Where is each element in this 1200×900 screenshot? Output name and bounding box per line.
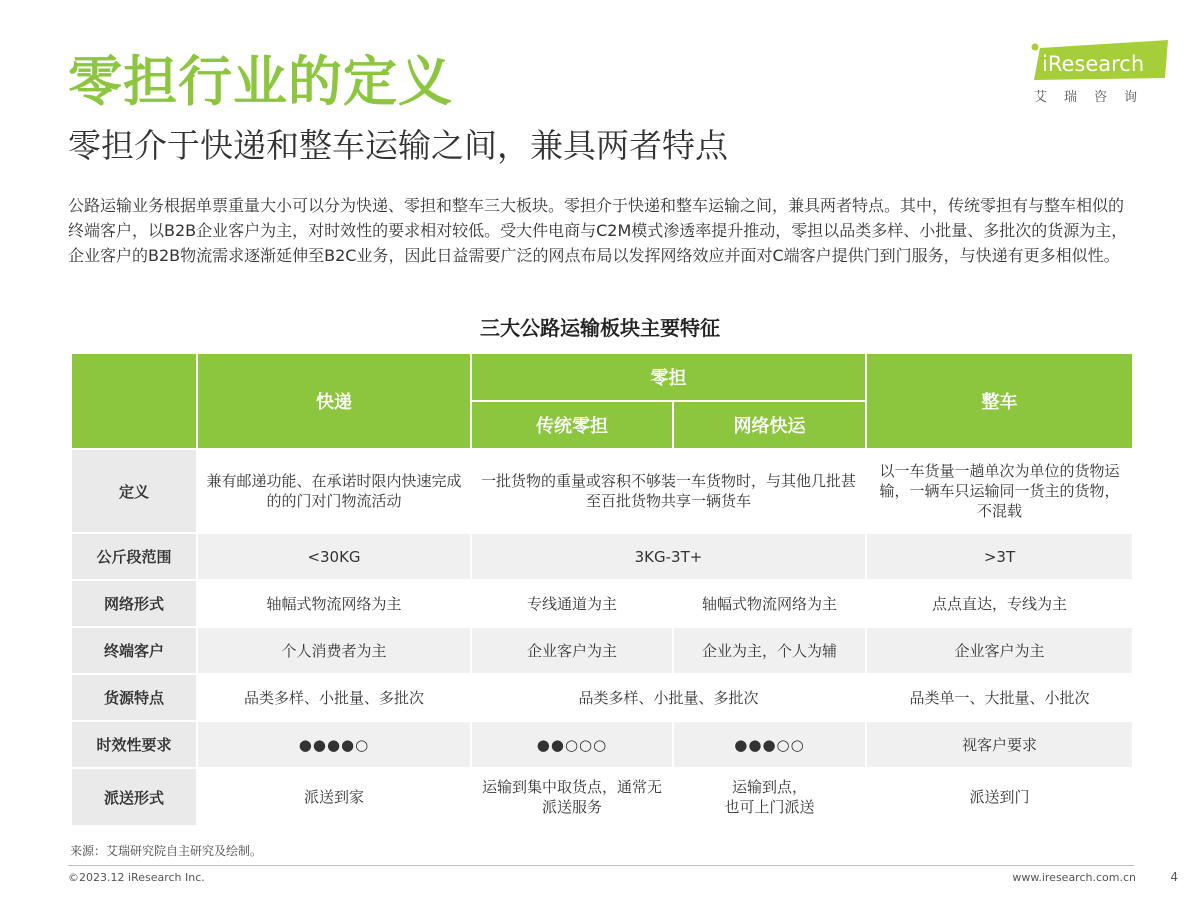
header-corner-cell <box>71 353 197 449</box>
header-ltl-traditional: 传统零担 <box>471 401 673 449</box>
cell-ftl-definition: 以一车货量一趟单次为单位的货物运输，一辆车只运输同一货主的货物，不混载 <box>866 449 1133 533</box>
page-subtitle: 零担介于快递和整车运输之间，兼具两者特点 <box>68 126 728 165</box>
logo-brand-text: iResearch <box>1042 52 1145 76</box>
source-note: 来源：艾瑞研究院自主研究及绘制。 <box>70 844 263 858</box>
row-weight-range <box>71 533 1133 580</box>
cell-network-ltl-customer: 企业为主，个人为辅 <box>673 627 866 674</box>
row-label: 货源特点 <box>71 674 197 721</box>
row-label: 终端客户 <box>71 627 197 674</box>
row-label: 公斤段范围 <box>71 533 197 580</box>
row-cargo-features <box>71 674 1133 721</box>
row-delivery-form <box>71 768 1133 826</box>
cell-ltl-cargo: 品类多样、小批量、多批次 <box>471 674 866 721</box>
cell-express-timeliness-rating: ●●●●○ <box>197 721 471 768</box>
footer-divider <box>68 865 1134 866</box>
intro-paragraph: 公路运输业务根据单票重量大小可以分为快递、零担和整车三大板块。零担介于快递和整车运输之间，兼具两者特点。其中，传统零担有与整车相似的终端客户，以B2B企业客户为主，对时效性的要求相对较低。受大件电商与C2M模式渗透率提升推动，零担以品类多样、小批量、多批次的货源为主，企业客户的B2B物流需求逐渐延伸至B2C业务，因此日益需要广泛的网点布局以发挥网络效应并面对C端客户提供门到门服务，与快递有更多相似性。 <box>68 196 1128 265</box>
cell-ltl-definition: 一批货物的重量或容积不够装一车货物时，与其他几批甚至百批货物共享一辆货车 <box>471 449 866 533</box>
cell-network-ltl-timeliness-rating: ●●●○○ <box>673 721 866 768</box>
iresearch-logo-mark <box>1028 38 1173 84</box>
page-title: 零担行业的定义 <box>68 50 453 113</box>
header-ltl-network: 网络快运 <box>673 401 866 449</box>
cell-traditional-delivery: 运输到集中取货点，通常无派送服务 <box>471 768 673 826</box>
table-title: 三大公路运输板块主要特征 <box>480 316 720 340</box>
row-end-customer <box>71 627 1133 674</box>
cell-traditional-timeliness-rating: ●●○○○ <box>471 721 673 768</box>
row-label: 时效性要求 <box>71 721 197 768</box>
cell-ftl-customer: 企业客户为主 <box>866 627 1133 674</box>
cell-express-definition: 兼有邮递功能、在承诺时限内快速完成的的门对门物流活动 <box>197 449 471 533</box>
row-label: 派送形式 <box>71 768 197 826</box>
cell-express-customer: 个人消费者为主 <box>197 627 471 674</box>
header-ltl: 零担 <box>471 353 866 401</box>
table-header-row <box>71 353 1133 401</box>
logo-chinese-text: 艾瑞咨询 <box>1034 90 1155 105</box>
cell-ltl-weight: 3KG-3T+ <box>471 533 866 580</box>
cell-traditional-customer: 企业客户为主 <box>471 627 673 674</box>
row-definition <box>71 449 1133 533</box>
cell-ftl-timeliness: 视客户要求 <box>866 721 1133 768</box>
footer-website-link[interactable]: www.iresearch.com.cn <box>1012 871 1136 884</box>
cell-ftl-network: 点点直达，专线为主 <box>866 580 1133 627</box>
cell-express-delivery: 派送到家 <box>197 768 471 826</box>
cell-ftl-delivery: 派送到门 <box>866 768 1133 826</box>
cell-express-network: 轴幅式物流网络为主 <box>197 580 471 627</box>
header-express: 快递 <box>197 353 471 449</box>
cell-traditional-network: 专线通道为主 <box>471 580 673 627</box>
cell-ftl-weight: >3T <box>866 533 1133 580</box>
cell-express-cargo: 品类多样、小批量、多批次 <box>197 674 471 721</box>
header-ftl: 整车 <box>866 353 1133 449</box>
footer-copyright: ©2023.12 iResearch Inc. <box>68 871 205 884</box>
row-label: 定义 <box>71 449 197 533</box>
cell-network-ltl-network: 轴幅式物流网络为主 <box>673 580 866 627</box>
feature-comparison-table <box>70 352 1134 827</box>
cell-ftl-cargo: 品类单一、大批量、小批次 <box>866 674 1133 721</box>
iresearch-logo <box>1028 38 1173 108</box>
row-label: 网络形式 <box>71 580 197 627</box>
page-number: 4 <box>1170 870 1178 884</box>
row-network-form <box>71 580 1133 627</box>
cell-network-ltl-delivery: 运输到点， 也可上门派送 <box>673 768 866 826</box>
cell-express-weight: <30KG <box>197 533 471 580</box>
row-timeliness <box>71 721 1133 768</box>
